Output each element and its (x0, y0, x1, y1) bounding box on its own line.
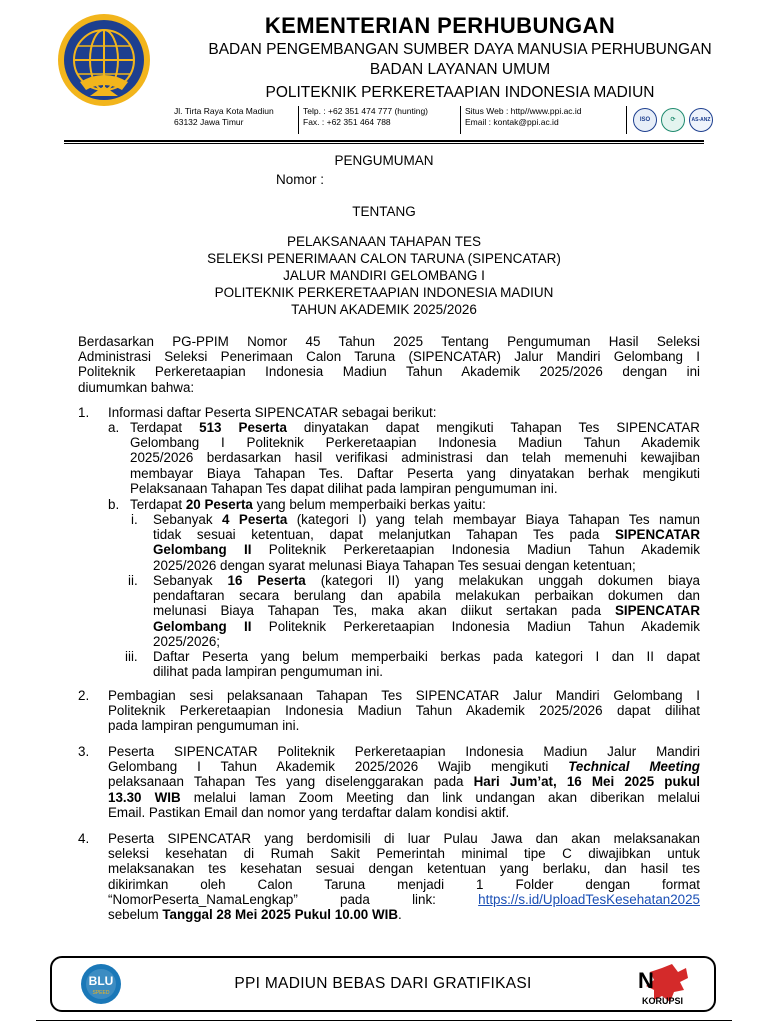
text-run: Politeknik Perkeretaapian Indonesia Madiun Tahun Akademik (251, 618, 700, 634)
item-2 (108, 688, 700, 734)
fax-number: Fax. : +62 351 464 788 (303, 117, 391, 127)
bold-term: SIPENCATAR (614, 527, 700, 543)
announcement-title: PENGUMUMAN (334, 153, 434, 168)
deadline-date: Tanggal 28 Mei 2025 Pukul 10.00 WIB (162, 907, 399, 923)
no-corruption-word: KORUPSI (642, 996, 684, 1006)
intro-line: Berdasarkan PG-PPIM Nomor 45 Tahun 2025 Tentang Pengumuman Hasil Seleksi (78, 334, 700, 349)
text-run: Sebanyak (153, 573, 228, 588)
item-4 (108, 831, 700, 922)
about-label: TENTANG (352, 204, 416, 219)
text-run: (kategori II) yang melakukan unggah dokumen biaya (305, 573, 700, 588)
text-run: melalui laman Zoom Meeting dan link undangan akan diberikan melalui (180, 789, 700, 805)
header-divider (64, 140, 704, 142)
participant-count: 513 Peserta (199, 420, 287, 435)
contact-info (170, 106, 715, 136)
roman-label: i. (131, 512, 138, 527)
address-line: Jl. Tirta Raya Kota Madiun (174, 106, 274, 116)
text-run: . (398, 907, 402, 923)
text-line: pendaftaran secara berulang dan apabila melakukan perbaikan dokumen dan (153, 588, 700, 604)
item-1b-ii (153, 573, 700, 649)
item-number: 1. (78, 405, 90, 420)
text-line: Daftar Peserta yang belum memperbaiki berkas pada kategori I dan II dapat (153, 649, 700, 664)
certification-badges (626, 106, 721, 134)
text-run: Gelombang I Tahun Akademik 2025/2026 Wajib mengikuti (108, 759, 569, 775)
participant-count: 16 Peserta (227, 573, 306, 588)
text-run: (kategori I) yang telah membayar Biaya Tahapan Tes namun (287, 512, 700, 527)
upload-link[interactable]: https://s.id/UploadTesKesehatan2025 (478, 891, 700, 907)
intro-line: Politeknik Perkeretaapian Indonesia Madiun Tahun Akademik 2025/2026 dengan ini (78, 364, 700, 380)
iso-badge-icon: ISO (633, 108, 657, 132)
item-1b-i (153, 512, 700, 573)
text-line: 2025/2026 dengan syarat melunasi Biaya Tahapan Tes sesuai dengan ketentuan; (153, 557, 636, 573)
institution-name: POLITEKNIK PERKERETAAPIAN INDONESIA MADIUN (265, 84, 655, 101)
text-run: Terdapat (130, 497, 186, 512)
address-block (170, 106, 274, 134)
subject-line: POLITEKNIK PERKERETAAPIAN INDONESIA MADIUN (214, 285, 554, 300)
phone-block (298, 106, 428, 134)
text-line: melaksanakan tes kesehatan sesuai dengan ketentuan yang berlaku, dan hasil tes (108, 861, 700, 877)
text-run: dinyatakan dapat mengikuti Tahapan Tes SIPENCATAR (286, 420, 700, 435)
ministry-name: KEMENTERIAN PERHUBUNGAN (264, 13, 616, 38)
text-run: Sebanyak (153, 512, 222, 527)
participant-count: 4 Peserta (222, 512, 288, 527)
text-run: tidak sesuai ketentuan, dapat melanjutkan Tahapan Tes pada (153, 527, 615, 543)
bold-term: Gelombang II (153, 618, 252, 634)
text-line: Email. Pastikan Email dan nomor yang terdaftar dalam kondisi aktif. (108, 804, 510, 820)
sub-item-label: b. (108, 497, 120, 512)
text-line: Peserta SIPENCATAR yang berdomisili di luar Pulau Jawa dan akan melaksanakan (108, 831, 700, 846)
subject-line: SELEKSI PENERIMAAN CALON TARUNA (SIPENCATAR) (207, 251, 561, 266)
technical-meeting-term: Technical Meeting (568, 759, 700, 775)
item-number: 4. (78, 831, 90, 846)
item-1b-iii (153, 649, 700, 679)
letterhead-titles (160, 14, 760, 104)
text-run: melunasi Biaya Tahapan Tes, maka akan diikut sertakan pada (153, 603, 615, 619)
sub-item-label: a. (108, 420, 120, 435)
text-run: Terdapat (130, 420, 200, 435)
no-corruption-n: N (638, 968, 654, 993)
gratification-banner (50, 956, 716, 1012)
item-3 (108, 744, 700, 820)
subject-line: PELAKSANAAN TAHAPAN TES (286, 234, 482, 249)
roman-label: ii. (128, 573, 138, 588)
item-1-text: Informasi daftar Peserta SIPENCATAR sebagai berikut: (108, 405, 437, 420)
number-label: Nomor : (276, 172, 325, 187)
text-line: dilihat pada lampiran pengumuman ini. (153, 664, 384, 680)
text-line: Pembagian sesi pelaksanaan Tahapan Tes SIPENCATAR Jalur Mandiri Gelombang I (108, 688, 700, 703)
blu-label: BLU (88, 974, 114, 988)
text-line: pada lampiran pengumuman ini. (108, 718, 300, 734)
meeting-time: 13.30 WIB (108, 789, 181, 805)
website-link[interactable]: Situs Web : http//www.ppi.ac.id (465, 106, 582, 116)
subject-line: JALUR MANDIRI GELOMBANG I (283, 268, 485, 283)
footer-slogan: PPI MADIUN BEBAS DARI GRATIFIKASI (234, 975, 532, 992)
intro-paragraph (78, 334, 700, 395)
agency-name: BADAN PENGEMBANGAN SUMBER DAYA MANUSIA PERHUBUNGAN (208, 41, 712, 58)
text-run: pelaksanaan Tahapan Tes yang diselenggarakan pada (108, 774, 474, 790)
text-line: 2025/2026 berdasarkan hasil verifikasi administrasi dan telah memenuhi kewajiban (130, 450, 700, 466)
address-line: 63132 Jawa Timur (174, 117, 244, 127)
email-link[interactable]: Email : kontak@ppi.ac.id (465, 117, 559, 127)
page-bottom-rule (36, 1020, 732, 1021)
item-number: 2. (78, 688, 90, 703)
text-line: Pelaksanaan Tahapan Tes dapat dilihat pada lampiran pengumuman ini. (130, 480, 558, 496)
meeting-date: Hari Jum’at, 16 Mei 2025 pukul (473, 774, 700, 790)
blu-sub-label: SPEED (92, 990, 110, 996)
unit-name: BADAN LAYANAN UMUM (369, 61, 551, 78)
phone-number: Telp. : +62 351 474 777 (hunting) (303, 106, 428, 116)
intro-line: Administrasi Seleksi Penerimaan Calon Taruna (SIPENCATAR) Jalur Mandiri Gelombang I (78, 349, 700, 365)
item-1b (130, 497, 486, 512)
bold-term: SIPENCATAR (614, 603, 700, 619)
asanz-badge-icon: AS-ANZ (689, 108, 713, 132)
text-line: Peserta SIPENCATAR Politeknik Perkeretaapian Indonesia Madiun Jalur Mandiri (108, 744, 700, 759)
item-number: 3. (78, 744, 90, 759)
participant-count: 20 Peserta (185, 497, 253, 512)
text-run: Politeknik Perkeretaapian Indonesia Madiun Tahun Akademik (251, 542, 700, 558)
text-line: dikirimkan oleh Calon Taruna menjadi 1 Folder dengan format (108, 876, 700, 892)
header-divider-thin (64, 143, 704, 144)
text-line: 2025/2026; (153, 633, 221, 649)
web-block (460, 106, 582, 134)
text-run: “NomorPeserta_NamaLengkap” pada link: (108, 891, 479, 907)
text-run: sebelum (108, 907, 163, 923)
leaf-cert-icon: ⟳ (661, 108, 685, 132)
subject-line: TAHUN AKADEMIK 2025/2026 (291, 302, 477, 317)
no-corruption-icon (628, 962, 698, 1008)
intro-line: diumumkan bahwa: (78, 379, 195, 395)
text-line: seleksi kesehatan di Rumah Sakit Pemerintah minimal tipe C diwajibkan untuk (108, 846, 700, 862)
text-line: Politeknik Perkeretaapian Indonesia Madiun Tahun Akademik 2025/2026 dapat dilihat (108, 703, 700, 719)
text-run: yang belum memperbaiki berkas yaitu: (252, 497, 486, 512)
text-line: membayar Biaya Tahapan Tes. Daftar Peserta yang dinyatakan berhak mengikuti (130, 465, 700, 481)
item-1a (130, 420, 700, 496)
text-line: Gelombang I Politeknik Perkeretaapian Indonesia Madiun Tahun Akademik (130, 435, 700, 451)
bold-term: Gelombang II (153, 542, 252, 558)
roman-label: iii. (125, 649, 138, 664)
